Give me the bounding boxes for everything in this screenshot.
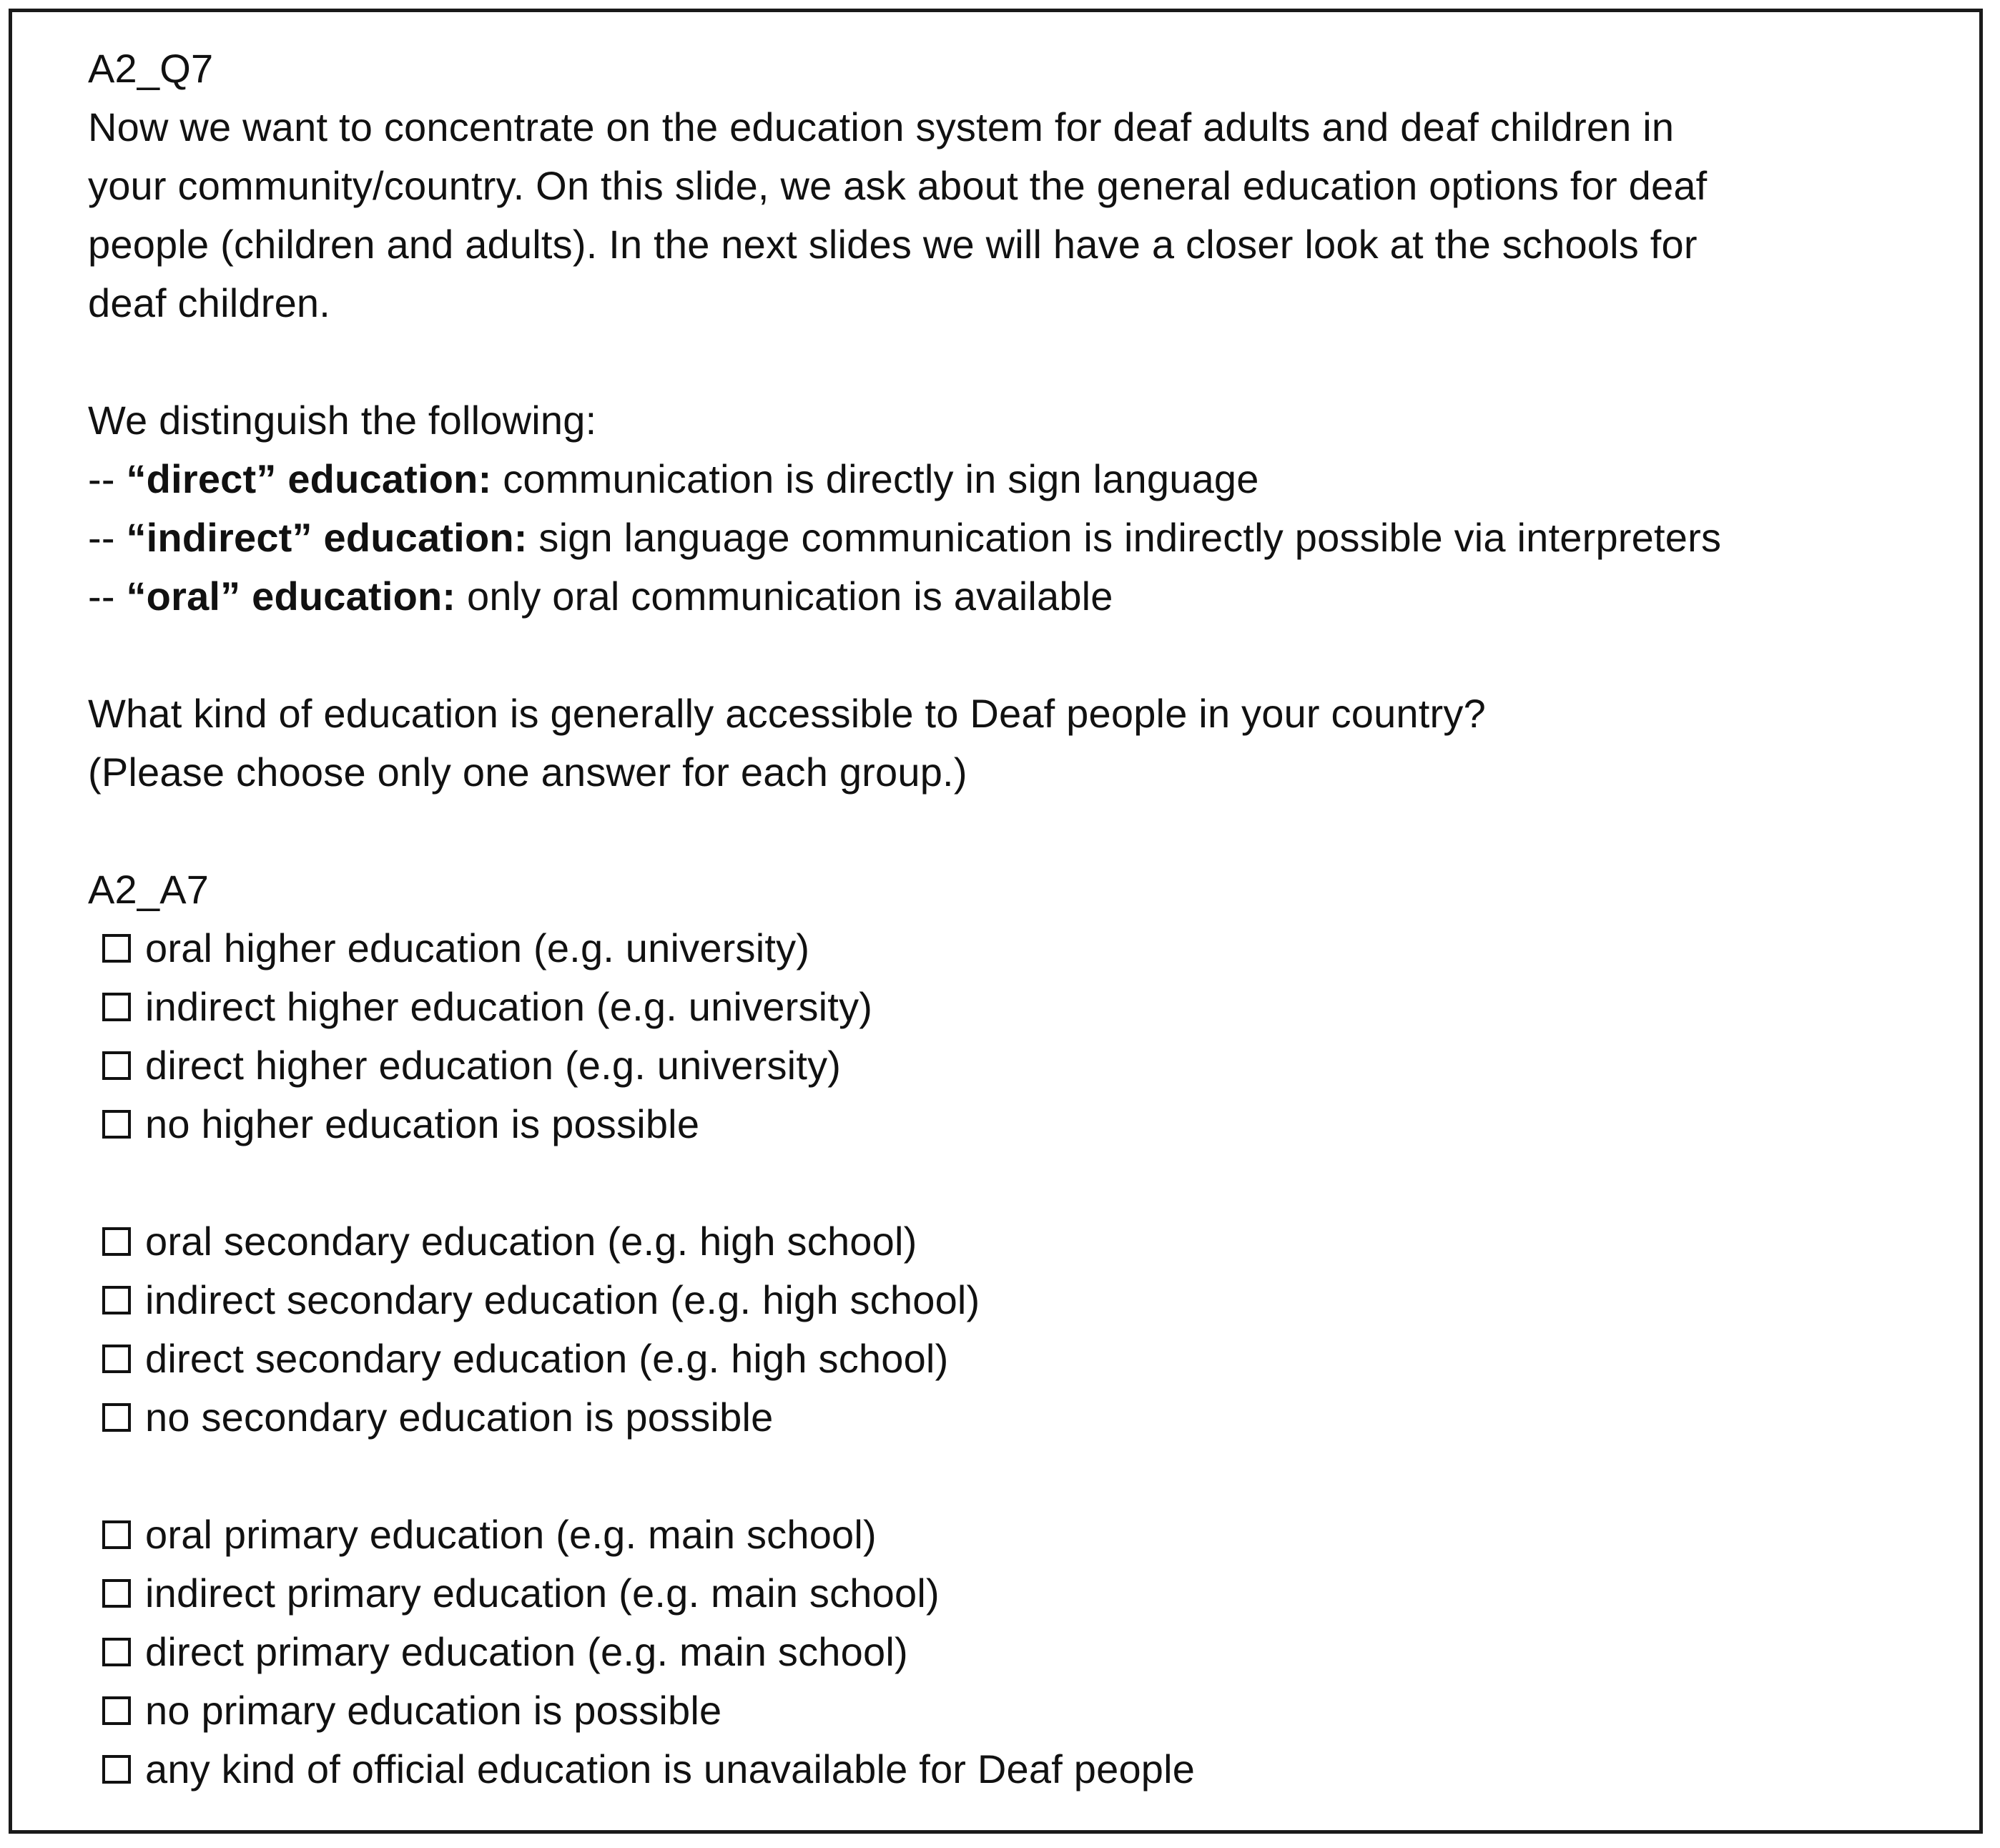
definition-prefix: -- — [88, 574, 127, 619]
checkbox[interactable] — [102, 1520, 131, 1549]
option-label: no secondary education is possible — [145, 1395, 774, 1440]
option-label: oral secondary education (e.g. high school) — [145, 1219, 917, 1264]
definition-desc: only oral communication is available — [455, 574, 1113, 619]
distinguish-label: We distinguish the following: — [88, 398, 597, 443]
definition-desc: sign language communication is indirectly possible via interpreters — [527, 515, 1722, 560]
option-label: indirect primary education (e.g. main school) — [145, 1571, 940, 1616]
definition-term: “indirect” education: — [126, 515, 528, 560]
definition-oral — [88, 567, 1947, 626]
option-label: direct secondary education (e.g. high school) — [145, 1336, 949, 1381]
definition-prefix: -- — [88, 456, 127, 501]
checkbox[interactable] — [102, 1579, 131, 1608]
option-label: no primary education is possible — [145, 1688, 722, 1733]
option-label: direct higher education (e.g. university) — [145, 1043, 842, 1088]
checkbox[interactable] — [102, 1403, 131, 1432]
definition-desc: communication is directly in sign language — [491, 456, 1259, 501]
question-code: A2_Q7 — [88, 46, 214, 91]
definition-indirect — [88, 508, 1947, 567]
questionnaire-frame — [9, 9, 1983, 1834]
option-label: oral primary education (e.g. main school) — [145, 1512, 877, 1557]
intro-line-2: your community/country. On this slide, we ask about the general education options for deaf — [88, 163, 1708, 208]
checkbox[interactable] — [102, 1696, 131, 1725]
option-label: oral higher education (e.g. university) — [145, 925, 810, 970]
option-no-secondary[interactable] — [88, 1388, 1947, 1447]
option-oral-secondary[interactable] — [88, 1212, 1947, 1271]
question-prompt: What kind of education is generally accessible to Deaf people in your country? — [88, 691, 1486, 736]
option-no-higher[interactable] — [88, 1095, 1947, 1154]
checkbox[interactable] — [102, 1755, 131, 1784]
option-oral-primary[interactable] — [88, 1505, 1947, 1564]
option-direct-higher[interactable] — [88, 1036, 1947, 1095]
option-direct-primary[interactable] — [88, 1623, 1947, 1681]
definition-term: “direct” education: — [126, 456, 492, 501]
spacer — [88, 333, 1947, 391]
checkbox[interactable] — [102, 1227, 131, 1256]
questionnaire-content — [88, 39, 1947, 1799]
option-label: any kind of official education is unavailable for Deaf people — [145, 1746, 1196, 1792]
checkbox[interactable] — [102, 1110, 131, 1139]
spacer — [88, 802, 1947, 860]
intro-line-4: deaf children. — [88, 280, 331, 325]
option-no-official-education[interactable] — [88, 1740, 1947, 1799]
checkbox[interactable] — [102, 1286, 131, 1314]
option-label: indirect secondary education (e.g. high school) — [145, 1277, 980, 1322]
definition-prefix: -- — [88, 515, 127, 560]
option-indirect-secondary[interactable] — [88, 1271, 1947, 1330]
option-direct-secondary[interactable] — [88, 1330, 1947, 1388]
checkbox[interactable] — [102, 1638, 131, 1666]
option-label: no higher education is possible — [145, 1101, 700, 1146]
question-instruction: (Please choose only one answer for each group.) — [88, 749, 967, 795]
option-oral-higher[interactable] — [88, 919, 1947, 978]
spacer — [88, 626, 1947, 684]
checkbox[interactable] — [102, 1345, 131, 1373]
option-label: direct primary education (e.g. main school) — [145, 1629, 908, 1674]
intro-line-1: Now we want to concentrate on the education system for deaf adults and deaf children in — [88, 104, 1675, 149]
spacer — [88, 1447, 1947, 1505]
option-label: indirect higher education (e.g. university) — [145, 984, 873, 1029]
definition-direct — [88, 450, 1947, 508]
option-indirect-primary[interactable] — [88, 1564, 1947, 1623]
intro-line-3: people (children and adults). In the next slides we will have a closer look at the schools for — [88, 222, 1698, 267]
checkbox[interactable] — [102, 934, 131, 963]
checkbox[interactable] — [102, 1051, 131, 1080]
spacer — [88, 1154, 1947, 1212]
answer-code: A2_A7 — [88, 867, 210, 912]
option-no-primary[interactable] — [88, 1681, 1947, 1740]
definition-term: “oral” education: — [126, 574, 456, 619]
checkbox[interactable] — [102, 993, 131, 1021]
option-indirect-higher[interactable] — [88, 978, 1947, 1036]
